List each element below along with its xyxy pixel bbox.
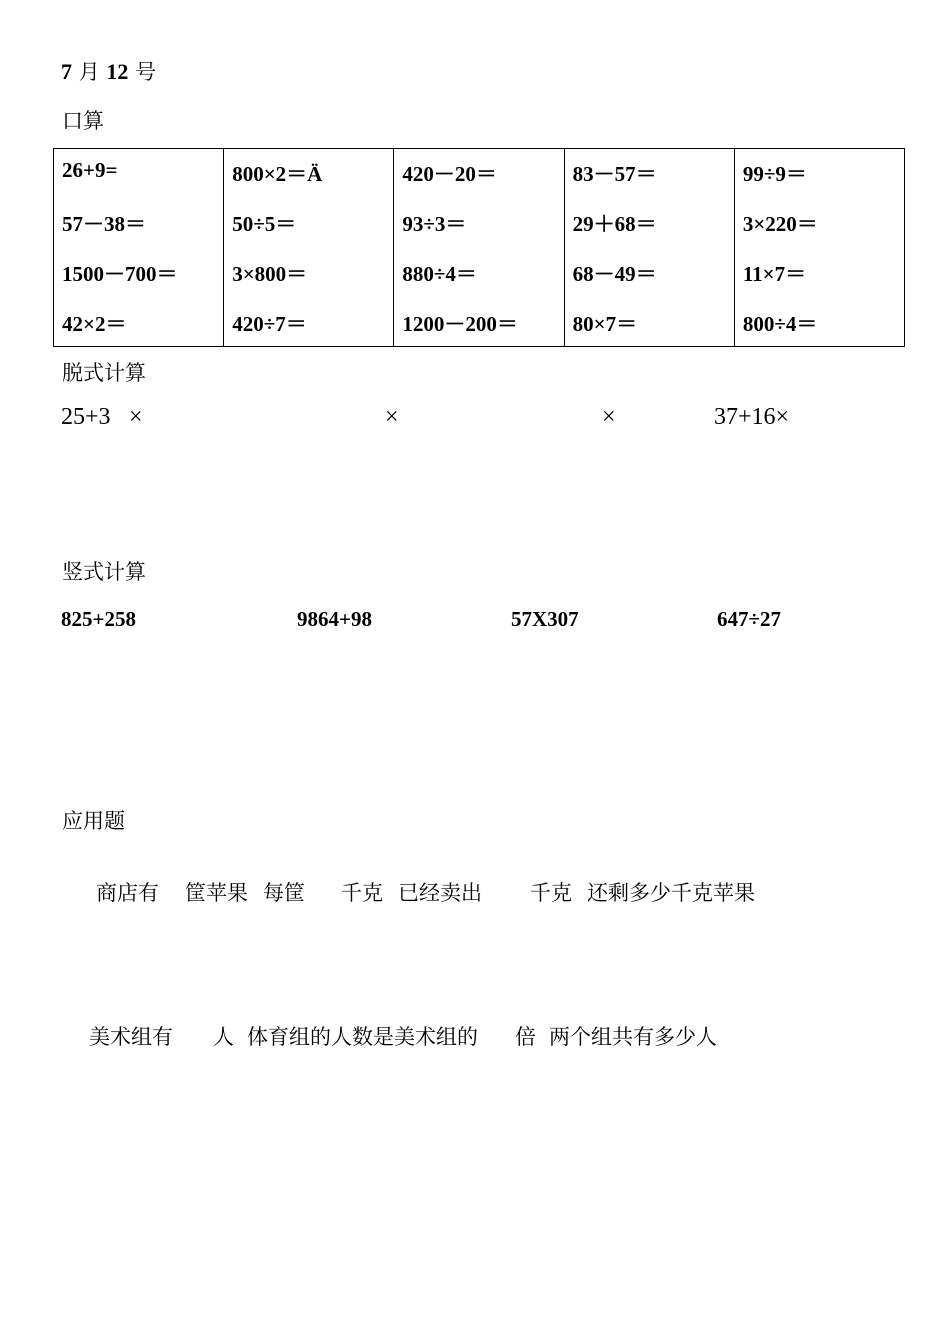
table-cell: 880÷4＝ [402,262,477,286]
date-month-number: 7 [61,59,72,84]
table-cell: 93÷3＝ [402,212,467,236]
vertical-problem-1: 825+258 [61,607,136,631]
stepwise-expression-4: 37+16× [714,404,790,430]
word-problem-1-part: 千克 [530,881,572,905]
word-problem-1-part: 千克 [341,881,383,905]
word-problem-1-part: 商店有 [96,881,159,905]
table-cell: 11×7＝ [742,262,807,286]
section-title-vertical: 竖式计算 [62,560,146,584]
table-cell: 29＋68＝ [572,212,657,236]
table-cell: 800×2＝Ä [232,162,323,186]
date-day-unit: 号 [135,60,157,84]
table-cell: 420－20＝ [402,162,497,186]
word-problem-2-part: 倍 [515,1025,536,1049]
table-column [564,149,734,346]
table-cell: 1200－200＝ [402,312,518,336]
table-cell: 3×800＝ [232,262,308,286]
oral-arithmetic-table [53,148,905,347]
table-cell: 57－38＝ [62,212,146,236]
word-problem-1-part: 还剩多少千克苹果 [587,881,755,905]
table-cell: 68－49＝ [572,262,657,286]
stepwise-times-2: × [385,404,399,430]
section-title-oral: 口算 [62,109,104,133]
vertical-problem-3: 57X307 [511,607,579,631]
table-column [223,149,393,346]
word-problem-2-part: 美术组有 [89,1025,173,1049]
vertical-problem-4: 647÷27 [717,607,782,631]
table-column [54,149,223,346]
word-problem-1-part: 筐苹果 [185,881,248,905]
table-cell: 42×2＝ [62,312,127,336]
stepwise-times-1: × [129,404,143,430]
table-cell: 83－57＝ [572,162,657,186]
table-cell: 420÷7＝ [232,312,307,336]
word-problem-2-part: 人 [213,1025,234,1049]
table-cell: 50÷5＝ [232,212,297,236]
word-problem-1-part: 已经卖出 [398,881,482,905]
table-column [734,149,904,346]
stepwise-times-3: × [602,404,616,430]
stepwise-expression-1: 25+3 [61,404,111,430]
table-cell: 26+9= [62,158,118,182]
date-header [61,56,156,86]
table-cell: 1500－700＝ [62,262,178,286]
word-problem-2-part: 两个组共有多少人 [549,1025,717,1049]
section-title-stepwise: 脱式计算 [62,361,146,385]
table-cell: 80×7＝ [572,312,638,336]
word-problem-1-part: 每筐 [263,881,305,905]
word-problem-2-part: 体育组的人数是美术组的 [247,1025,478,1049]
date-month-unit: 月 [78,60,100,84]
vertical-problem-2: 9864+98 [297,607,372,631]
table-column [393,149,563,346]
table-cell: 800÷4＝ [742,312,818,336]
table-cell: 99÷9＝ [742,162,807,186]
date-day-number: 12 [106,59,129,84]
table-cell: 3×220＝ [742,212,818,236]
section-title-word: 应用题 [62,809,125,833]
